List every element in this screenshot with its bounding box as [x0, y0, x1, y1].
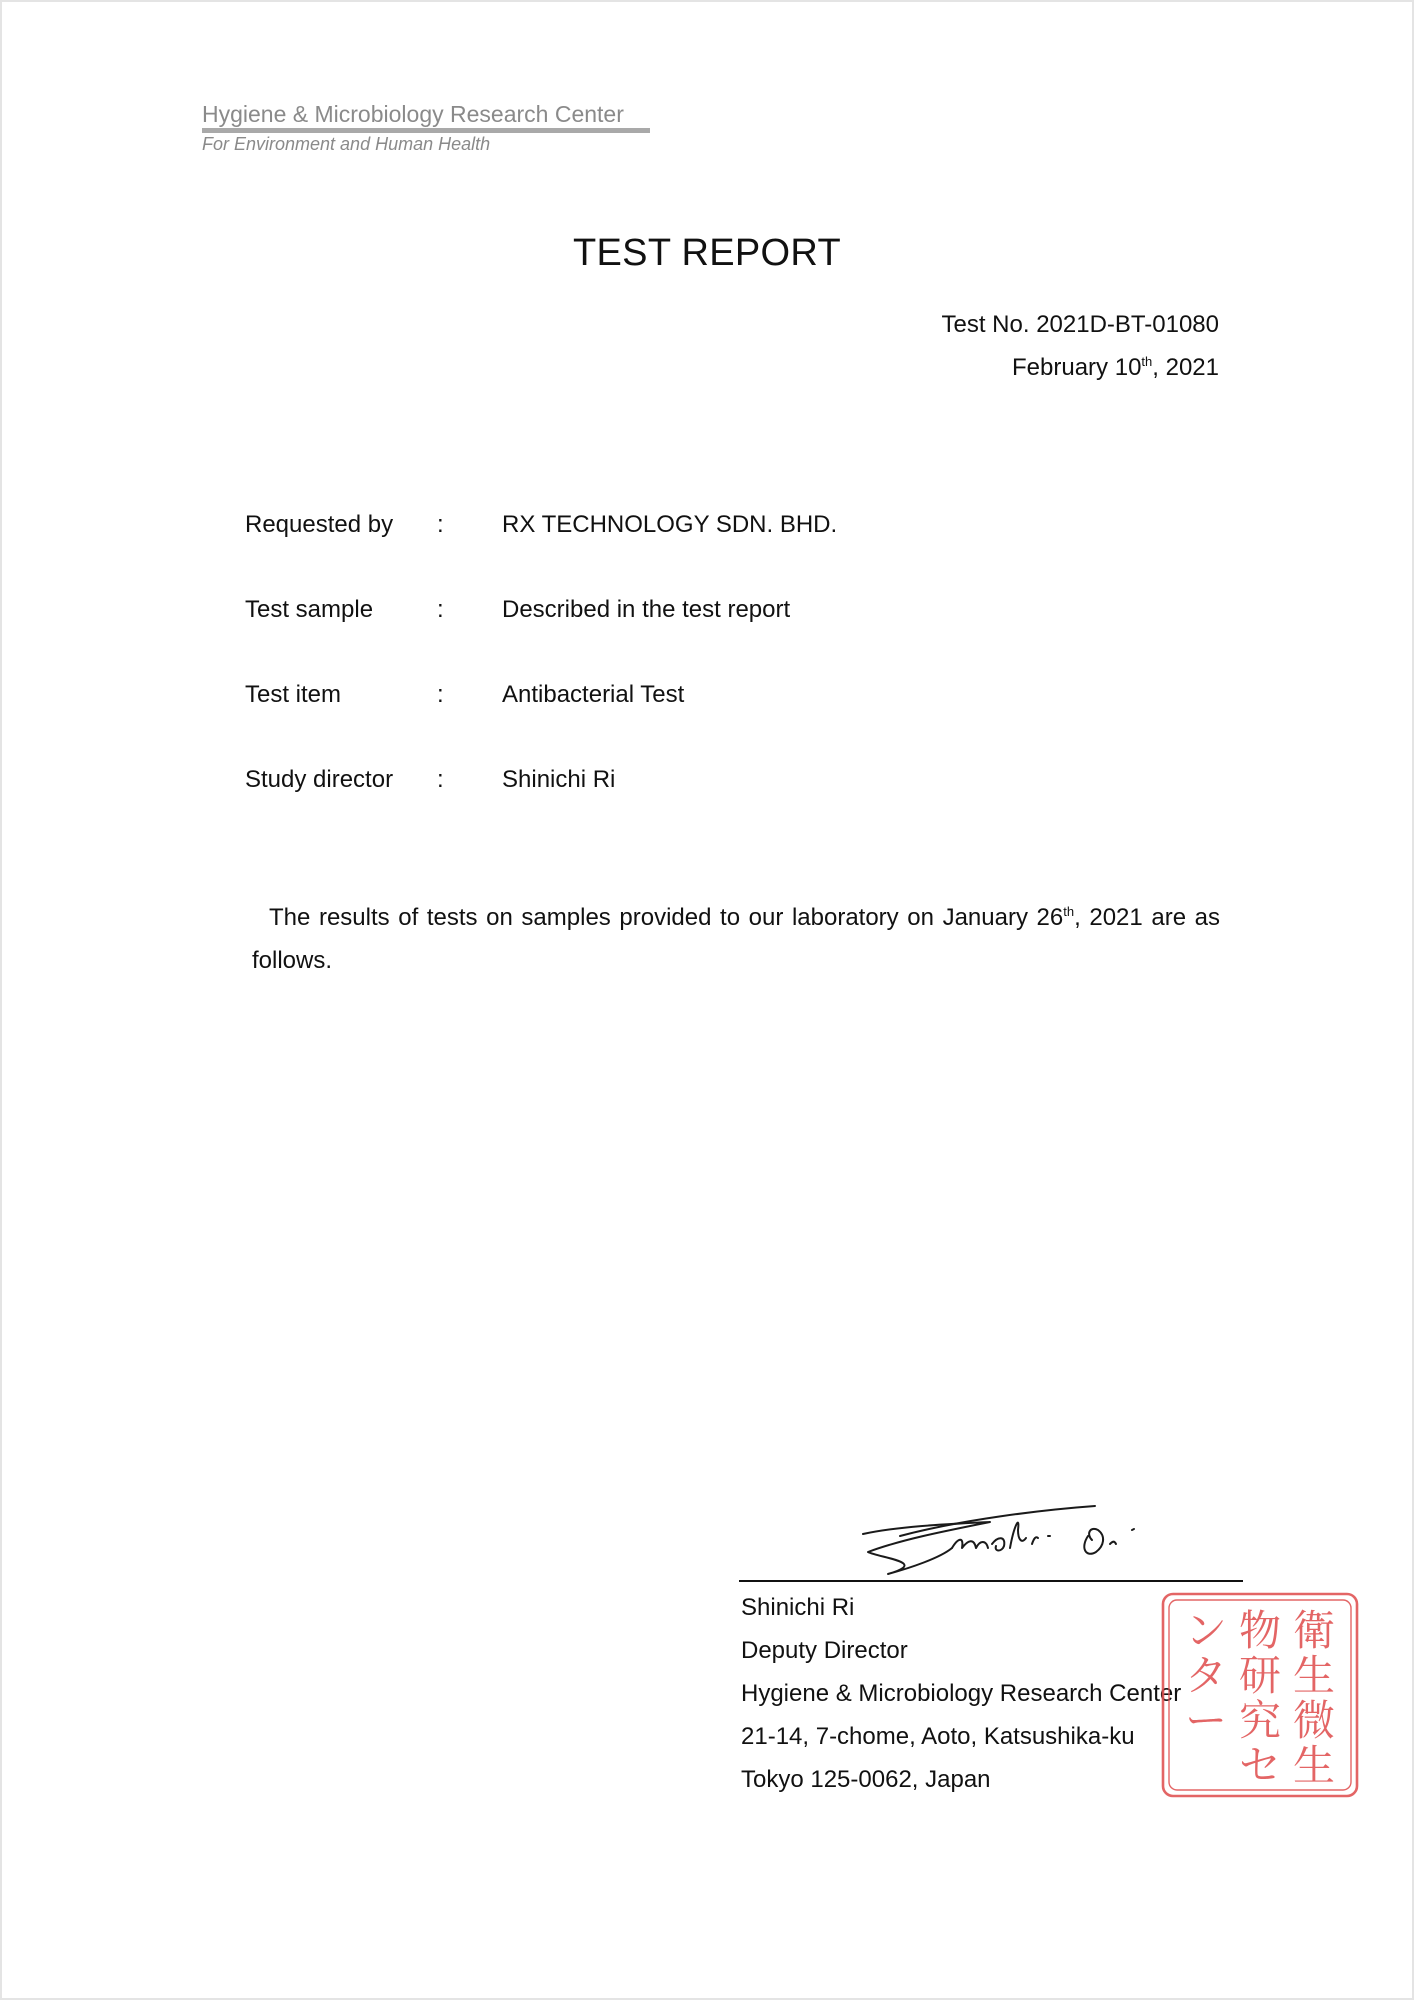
report-date-ordinal: th [1141, 354, 1153, 369]
results-text-end: , 2021 are as follows. [252, 904, 1220, 974]
svg-text:生: 生 [1293, 1741, 1336, 1790]
field-value: Described in the test report [502, 596, 791, 623]
svg-text:研: 研 [1239, 1651, 1282, 1700]
field-label: Test item [245, 681, 342, 708]
field-colon: : [437, 596, 444, 623]
svg-text:ー: ー [1185, 1696, 1228, 1745]
signer-name: Shinichi Ri [741, 1594, 855, 1621]
letterhead-underline [202, 128, 650, 133]
results-paragraph [252, 896, 1220, 982]
svg-text:ン: ン [1185, 1606, 1228, 1655]
report-date [942, 346, 1220, 389]
signer-title: Deputy Director [741, 1637, 908, 1664]
field-colon: : [437, 681, 444, 708]
report-date-year: , 2021 [1152, 354, 1219, 381]
svg-text:生: 生 [1293, 1651, 1336, 1700]
field-label: Requested by [245, 511, 394, 538]
signer-address-line2: Tokyo 125-0062, Japan [741, 1766, 991, 1793]
field-value: RX TECHNOLOGY SDN. BHD. [502, 511, 838, 538]
svg-text:究: 究 [1239, 1696, 1282, 1745]
svg-text:物: 物 [1239, 1606, 1282, 1655]
handwritten-signature [860, 1478, 1160, 1580]
svg-text:衛: 衛 [1293, 1606, 1336, 1655]
letterhead-tagline: For Environment and Human Health [202, 134, 491, 154]
svg-text:タ: タ [1185, 1651, 1228, 1700]
signer-organization: Hygiene & Microbiology Research Center [741, 1680, 1182, 1707]
signature-line [739, 1580, 1243, 1582]
field-value: Shinichi Ri [502, 766, 616, 793]
field-value: Antibacterial Test [502, 681, 685, 708]
signer-block [741, 1586, 1181, 1801]
letterhead-name: Hygiene & Microbiology Research Center [202, 101, 624, 127]
report-meta [942, 303, 1220, 389]
report-date-month: February 10 [1012, 354, 1142, 381]
report-title: TEST REPORT [573, 232, 841, 274]
field-colon: : [437, 766, 444, 793]
field-colon: : [437, 511, 444, 538]
results-text-start: The results of tests on samples provided to our laboratory on January 26 [269, 904, 1064, 931]
svg-text:セ: セ [1239, 1741, 1282, 1790]
test-number: Test No. 2021D-BT-01080 [941, 311, 1219, 338]
letterhead [202, 101, 650, 154]
results-date-ordinal: th [1063, 904, 1075, 919]
svg-text:微: 微 [1293, 1696, 1336, 1745]
signer-address-line1: 21-14, 7-chome, Aoto, Katsushika-ku [741, 1723, 1135, 1750]
official-seal-stamp [1159, 1590, 1361, 1800]
field-label: Study director [245, 766, 394, 793]
field-label: Test sample [245, 596, 374, 623]
